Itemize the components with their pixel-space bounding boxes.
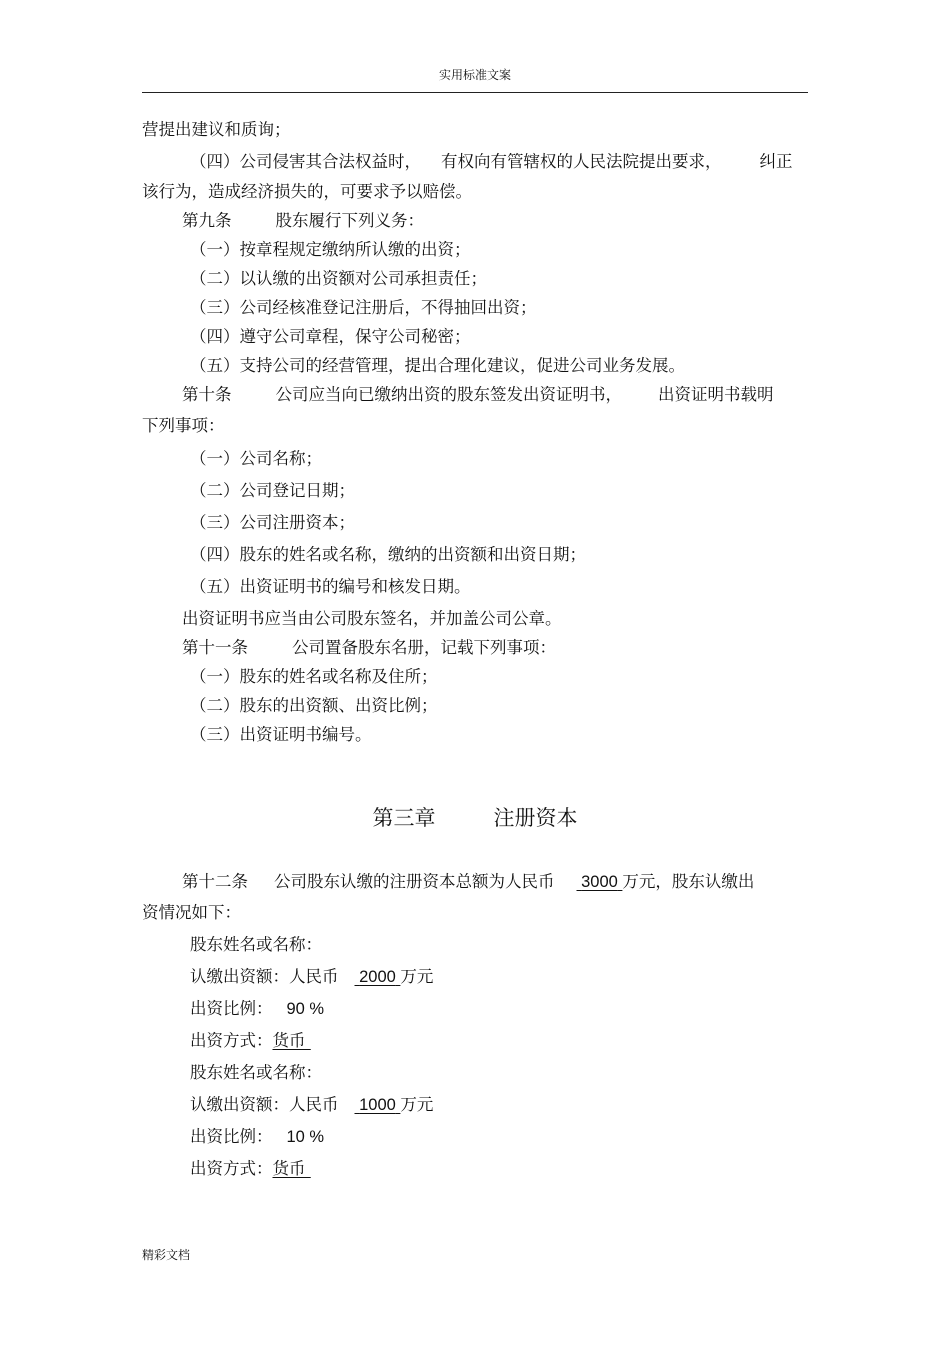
text-fragment: 有权向有管辖权的人民法院提出要求， (441, 152, 722, 171)
shareholder-method-line: 出资方式：货币 (190, 1029, 311, 1053)
list-item: （五）支持公司的经营管理，提出合理化建议，促进公司业务发展。 (190, 356, 685, 375)
article-9-heading (182, 209, 424, 233)
amount-value: 2000 (359, 968, 396, 986)
article-12-heading (182, 870, 754, 894)
ratio-value: 10 % (286, 1128, 325, 1146)
list-item: （三）公司经核准登记注册后，不得抽回出资； (190, 298, 537, 317)
list-item: （五）出资证明书的编号和核发日期。 (190, 577, 471, 596)
list-item: （四）股东的姓名或名称，缴纳的出资额和出资日期； (190, 545, 586, 564)
text-fragment: （四）公司侵害其合法权益时， (190, 152, 421, 171)
shareholder-method-line: 出资方式：货币 (190, 1157, 311, 1181)
list-item: （四）遵守公司章程，保守公司秘密； (190, 327, 471, 346)
header-title: 实用标准文案 (438, 68, 511, 82)
text-line: 下列事项： (142, 416, 225, 435)
shareholder-name-label: 股东姓名或名称： (190, 1063, 322, 1082)
shareholder-amount-line: 认缴出资额：人民币 1000 万元 (190, 1095, 434, 1114)
method-value: 货币 (272, 1031, 306, 1050)
chapter-number: 第三章 (372, 806, 436, 830)
article-number: 第九条 (182, 211, 232, 230)
list-item: （二）股东的出资额、出资比例； (190, 696, 438, 715)
list-item: （一）公司名称； (190, 449, 322, 468)
text-line: 营提出建议和质询； (142, 120, 291, 139)
list-item: （一）股东的姓名或名称及住所； (190, 667, 438, 686)
article-text: 公司应当向已缴纳出资的股东签发出资证明书， (275, 385, 622, 404)
article-text: 公司股东认缴的注册资本总额为人民币 (274, 872, 555, 891)
shareholder-ratio-line: 出资比例： 90 % (190, 999, 325, 1018)
article-number: 第十一条 (182, 638, 248, 657)
list-item: （三）公司注册资本； (190, 513, 355, 532)
total-capital-value: 3000 (581, 873, 618, 891)
article-text: 万元，股东认缴出 (622, 872, 755, 891)
chapter-title: 注册资本 (493, 806, 578, 830)
article-text: 出资证明书载明 (658, 385, 774, 404)
list-item: （二）以认缴的出资额对公司承担责任； (190, 269, 487, 288)
amount-value: 1000 (359, 1096, 396, 1114)
page-footer: 精彩文档 (142, 1248, 191, 1262)
article-number: 第十条 (182, 385, 232, 404)
article-text: 股东履行下列义务： (275, 211, 424, 230)
shareholder-amount-line: 认缴出资额：人民币 2000 万元 (190, 967, 434, 986)
text-line: 出资证明书应当由公司股东签名，并加盖公司公章。 (182, 609, 562, 628)
method-value: 货币 (272, 1159, 306, 1178)
chapter-heading (0, 802, 950, 834)
page-header (142, 62, 808, 93)
article-11-heading (182, 636, 556, 660)
article-10-heading (182, 383, 774, 407)
text-fragment: 纠正 (759, 152, 793, 171)
ratio-value: 90 % (286, 1000, 325, 1018)
shareholder-name-label: 股东姓名或名称： (190, 935, 322, 954)
article-number: 第十二条 (182, 872, 248, 891)
list-item: （一）按章程规定缴纳所认缴的出资； (190, 240, 471, 259)
text-line: 资情况如下： (142, 903, 241, 922)
shareholder-ratio-line: 出资比例： 10 % (190, 1127, 325, 1146)
text-line: 该行为，造成经济损失的，可要求予以赔偿。 (142, 182, 472, 201)
list-item: （二）公司登记日期； (190, 481, 355, 500)
text-line (190, 150, 793, 174)
list-item: （三）出资证明书编号。 (190, 725, 372, 744)
article-text: 公司置备股东名册，记载下列事项： (292, 638, 556, 657)
